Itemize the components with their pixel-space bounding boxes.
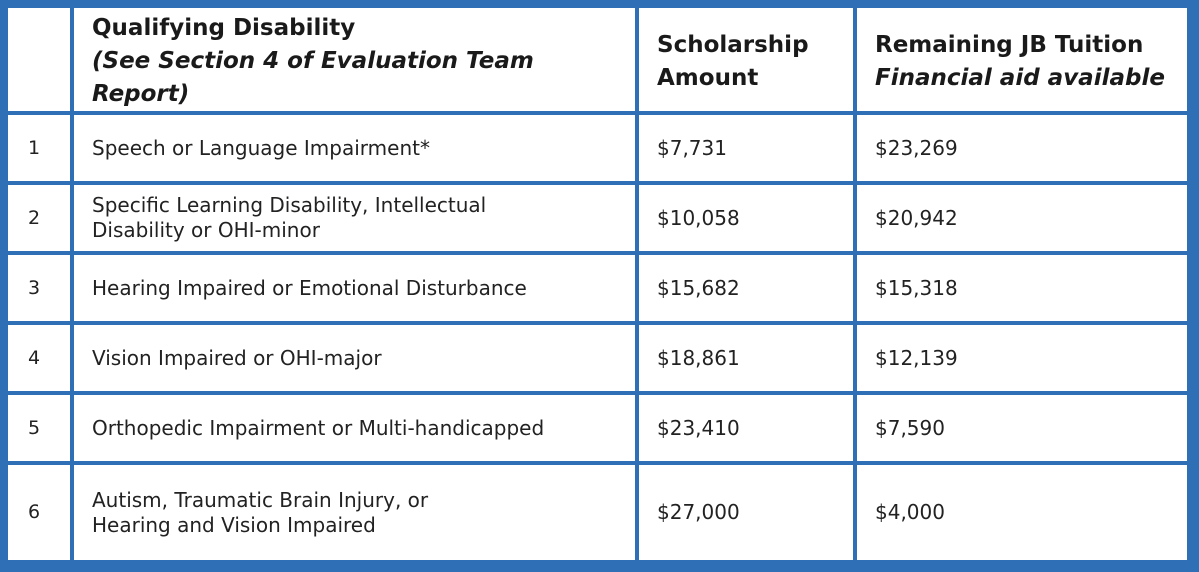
row-disability-line1: Autism, Traumatic Brain Injury, or xyxy=(92,487,429,512)
row-scholarship-amount: $10,058 xyxy=(639,185,853,251)
row-disability-line1: Vision Impaired or OHI-major xyxy=(92,345,382,370)
row-scholarship-amount: $18,861 xyxy=(639,325,853,391)
row-disability-line1: Orthopedic Impairment or Multi-handicapped xyxy=(92,415,545,440)
table-row xyxy=(8,255,1187,321)
row-scholarship-amount: $27,000 xyxy=(639,465,853,560)
row-remaining-tuition: $15,318 xyxy=(857,255,1187,321)
header-amount-line1: Scholarship xyxy=(657,31,809,58)
row-disability xyxy=(74,465,635,560)
row-scholarship-amount: $23,410 xyxy=(639,395,853,461)
header-amount-line2: Amount xyxy=(657,64,759,91)
row-remaining-tuition: $4,000 xyxy=(857,465,1187,560)
row-disability-line1: Specific Learning Disability, Intellectual xyxy=(92,193,487,218)
header-remaining-line2: Financial aid available xyxy=(875,64,1165,91)
scholarship-table-frame xyxy=(6,6,1193,566)
table-row xyxy=(8,325,1187,391)
row-scholarship-amount: $15,682 xyxy=(639,255,853,321)
row-scholarship-amount: $7,731 xyxy=(639,115,853,181)
row-number: 2 xyxy=(8,185,70,251)
row-remaining-tuition: $23,269 xyxy=(857,115,1187,181)
row-number: 4 xyxy=(8,325,70,391)
scholarship-table xyxy=(4,4,1191,564)
row-disability-line2: Disability or OHI-minor xyxy=(92,218,320,243)
table-header-row xyxy=(8,8,1187,111)
header-qualifying-disability xyxy=(74,8,635,111)
row-number: 6 xyxy=(8,465,70,560)
row-disability xyxy=(74,255,635,321)
header-disability-subtitle: (See Section 4 of Evaluation Team Report) xyxy=(92,48,534,107)
row-number: 3 xyxy=(8,255,70,321)
table-row xyxy=(8,465,1187,560)
header-scholarship-amount xyxy=(639,8,853,111)
row-disability-line1: Speech or Language Impairment* xyxy=(92,135,430,160)
row-remaining-tuition: $20,942 xyxy=(857,185,1187,251)
row-remaining-tuition: $12,139 xyxy=(857,325,1187,391)
table-row xyxy=(8,185,1187,251)
header-number-cell xyxy=(8,8,70,111)
table-row xyxy=(8,115,1187,181)
header-remaining-tuition xyxy=(857,8,1187,111)
header-disability-title: Qualifying Disability xyxy=(92,15,356,41)
row-disability xyxy=(74,185,635,251)
row-disability xyxy=(74,115,635,181)
row-number: 1 xyxy=(8,115,70,181)
header-remaining-line1: Remaining JB Tuition xyxy=(875,31,1144,58)
row-disability-line2: Hearing and Vision Impaired xyxy=(92,512,376,537)
row-disability xyxy=(74,395,635,461)
row-disability xyxy=(74,325,635,391)
row-disability-line1: Hearing Impaired or Emotional Disturbance xyxy=(92,275,527,300)
row-remaining-tuition: $7,590 xyxy=(857,395,1187,461)
row-number: 5 xyxy=(8,395,70,461)
table-row xyxy=(8,395,1187,461)
